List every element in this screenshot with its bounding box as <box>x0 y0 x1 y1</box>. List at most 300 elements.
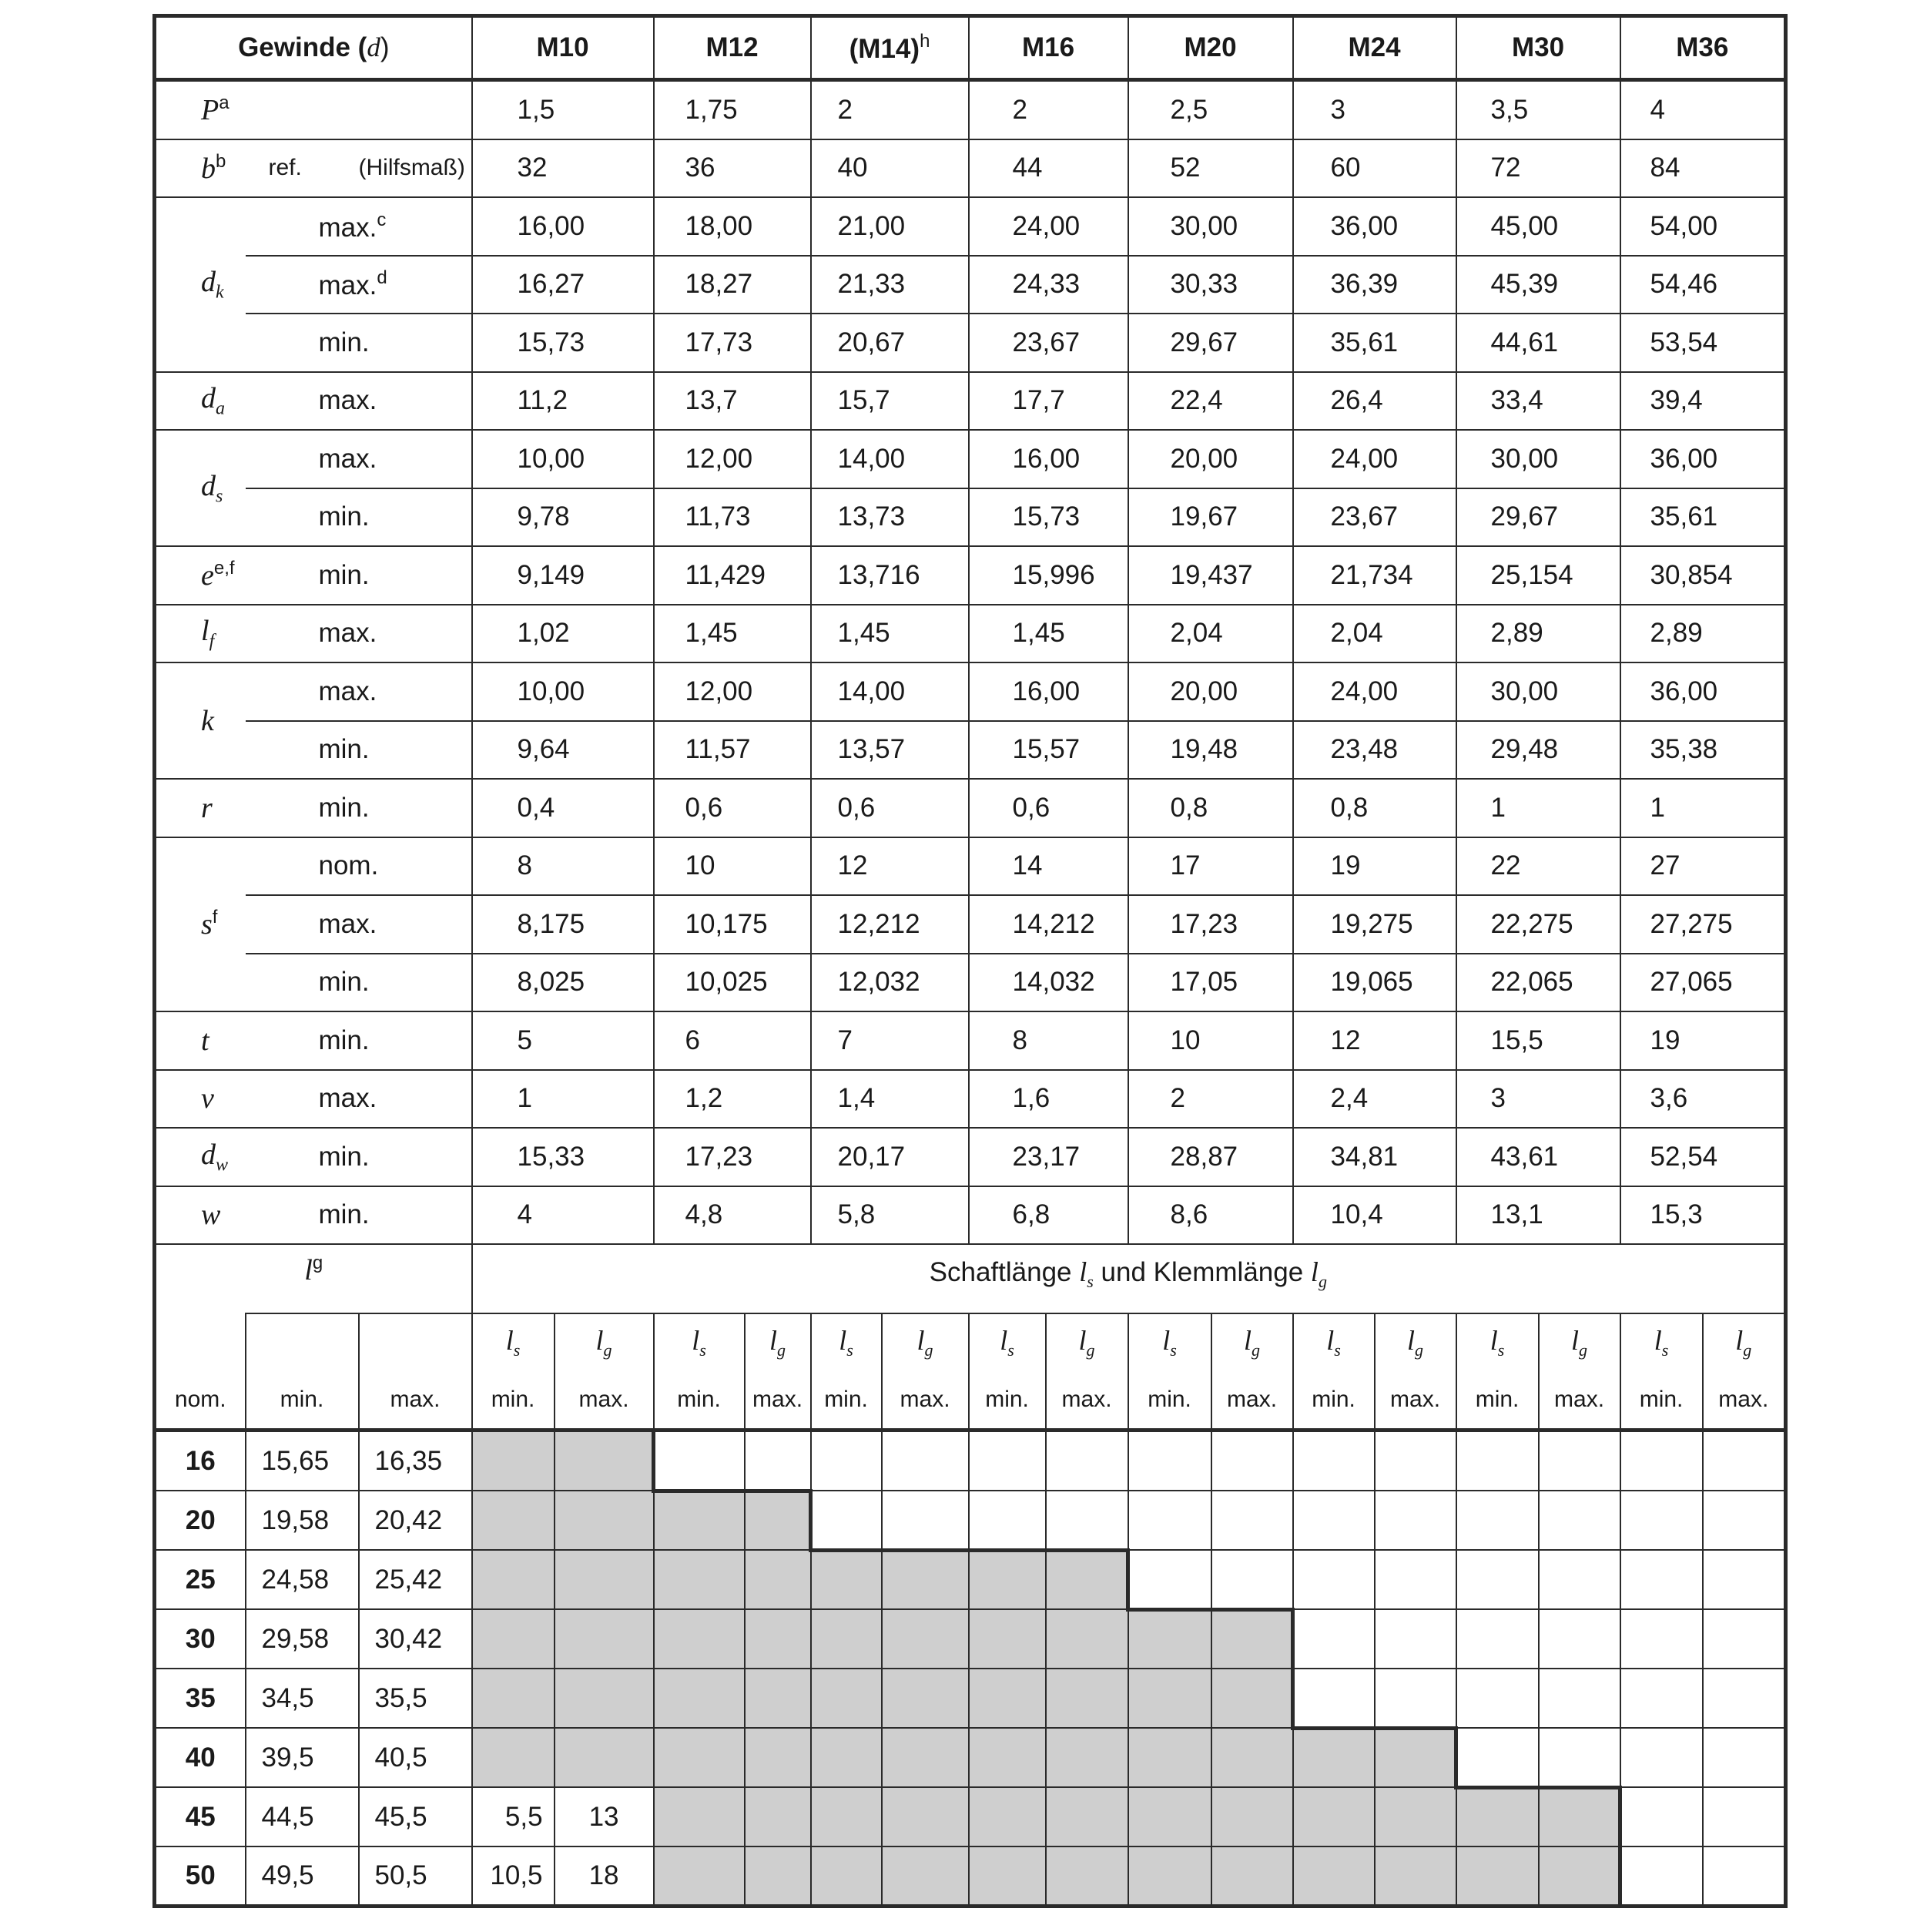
value-cell: 1,02 <box>472 605 654 663</box>
ls-cell <box>1456 1669 1539 1728</box>
value-cell: 8,025 <box>472 954 654 1012</box>
col-symbol <box>769 1325 786 1360</box>
ls-cell <box>1456 1550 1539 1609</box>
ls-cell <box>1620 1550 1703 1609</box>
ls-col-header <box>1620 1313 1703 1372</box>
ls-cell <box>1293 1609 1375 1669</box>
value-cell: 15,5 <box>1456 1011 1620 1070</box>
value-cell: 4 <box>472 1186 654 1245</box>
value-cell: 35,38 <box>1620 721 1786 780</box>
col-symbol <box>1735 1325 1752 1360</box>
ls-cell <box>811 1550 882 1609</box>
value-cell: 44 <box>969 139 1128 198</box>
symbol-letter: d <box>201 469 216 502</box>
ls-cell <box>969 1669 1046 1728</box>
lg-col-header <box>1703 1313 1786 1372</box>
qualifier-cell <box>246 80 472 139</box>
symbol-letter: t <box>201 1024 209 1057</box>
lg-cell <box>1211 1787 1293 1846</box>
ls-cell <box>1128 1728 1211 1787</box>
lg-cell <box>555 1550 654 1609</box>
lg-max-label: max. <box>1539 1372 1620 1431</box>
value-cell: 16,00 <box>969 430 1128 488</box>
qualifier-cell <box>246 430 472 488</box>
length-min: 39,5 <box>246 1728 359 1787</box>
value-cell: 1 <box>1620 779 1786 837</box>
lg-cell <box>1703 1846 1786 1906</box>
lg-max-label: max. <box>1703 1372 1786 1431</box>
value-cell: 14,212 <box>969 895 1128 954</box>
value-cell: 10,4 <box>1293 1186 1456 1245</box>
ls-cell <box>654 1491 745 1550</box>
symbol-letter: r <box>201 791 213 824</box>
length-row <box>155 1491 1786 1550</box>
length-nom: 50 <box>155 1846 246 1906</box>
ls-cell <box>1620 1669 1703 1728</box>
hilfsmass-label: (Hilfsmaß) <box>359 139 472 198</box>
value-cell: 1,2 <box>654 1070 811 1129</box>
symbol-letter: l <box>201 615 209 648</box>
length-nom: 40 <box>155 1728 246 1787</box>
value-cell: 19,065 <box>1293 954 1456 1012</box>
value-cell: 3 <box>1293 80 1456 139</box>
value-cell: 14,00 <box>811 662 969 721</box>
ls-cell <box>811 1491 882 1550</box>
value-cell: 33,4 <box>1456 372 1620 431</box>
row-ds-min <box>155 488 1786 547</box>
symbol-subscript: s <box>216 486 223 507</box>
value-cell: 5 <box>472 1011 654 1070</box>
value-cell: 29,48 <box>1456 721 1620 780</box>
qualifier-label: max. <box>318 443 377 474</box>
length-max: 45,5 <box>359 1787 472 1846</box>
value-cell: 19 <box>1620 1011 1786 1070</box>
lg-cell <box>1703 1728 1786 1787</box>
value-cell: 21,33 <box>811 256 969 314</box>
size-header-m36: M36 <box>1620 16 1786 80</box>
symbol-cell <box>155 80 246 139</box>
value-cell: 35,61 <box>1620 488 1786 547</box>
row-s-min <box>155 954 1786 1012</box>
symbol-letter: P <box>201 94 219 127</box>
lg-cell <box>882 1550 969 1609</box>
value-cell: 13,57 <box>811 721 969 780</box>
col-subscript: s <box>513 1340 521 1360</box>
length-nom: 30 <box>155 1609 246 1669</box>
ls-cell <box>654 1787 745 1846</box>
value-cell: 6 <box>654 1011 811 1070</box>
value-cell: 20,17 <box>811 1128 969 1186</box>
lg-cell <box>1539 1609 1620 1669</box>
value-cell: 11,73 <box>654 488 811 547</box>
row-dk-min <box>155 314 1786 372</box>
value-cell: 17,23 <box>654 1128 811 1186</box>
value-cell: 15,57 <box>969 721 1128 780</box>
length-max: 40,5 <box>359 1728 472 1787</box>
lg-cell <box>1539 1669 1620 1728</box>
value-cell: 60 <box>1293 139 1456 198</box>
symbol-superscript: b <box>216 150 226 172</box>
length-nom: 16 <box>155 1431 246 1491</box>
value-cell: 1,75 <box>654 80 811 139</box>
value-cell: 36,00 <box>1620 430 1786 488</box>
value-cell: 11,429 <box>654 546 811 605</box>
value-cell: 19,437 <box>1128 546 1293 605</box>
symbol-letter: d <box>201 266 216 299</box>
size-header-m10: M10 <box>472 16 654 80</box>
value-cell: 17,05 <box>1128 954 1293 1012</box>
lg-cell <box>1046 1728 1128 1787</box>
col-letter: l <box>1244 1325 1252 1357</box>
spec-table-container <box>152 14 1785 1908</box>
value-cell: 23,17 <box>969 1128 1128 1186</box>
row-e <box>155 546 1786 605</box>
value-cell: 16,27 <box>472 256 654 314</box>
col-symbol <box>692 1325 706 1360</box>
value-cell: 39,4 <box>1620 372 1786 431</box>
ls-cell <box>1293 1491 1375 1550</box>
size-header-m14: $(M14)^h$ <box>811 16 969 80</box>
value-cell: 34,81 <box>1293 1128 1456 1186</box>
col-symbol <box>595 1325 612 1360</box>
value-cell: 84 <box>1620 139 1786 198</box>
value-cell: 29,67 <box>1456 488 1620 547</box>
col-subscript: s <box>699 1340 706 1360</box>
ls-cell <box>654 1609 745 1669</box>
value-cell: 10,025 <box>654 954 811 1012</box>
qualifier-superscript: d <box>377 267 387 289</box>
lg-col-header <box>882 1313 969 1372</box>
ls-cell <box>654 1669 745 1728</box>
ls-cell <box>472 1550 555 1609</box>
lg-cell <box>1375 1669 1456 1728</box>
ls-cell <box>1620 1609 1703 1669</box>
ls-col-header <box>1128 1313 1211 1372</box>
lg-cell <box>1539 1728 1620 1787</box>
length-nom: 25 <box>155 1550 246 1609</box>
value-cell: 53,54 <box>1620 314 1786 372</box>
value-cell: 22,275 <box>1456 895 1620 954</box>
value-cell: 23,48 <box>1293 721 1456 780</box>
value-cell: 2,04 <box>1293 605 1456 663</box>
lg-cell <box>1539 1787 1620 1846</box>
length-nom: 45 <box>155 1787 246 1846</box>
value-cell: 1,45 <box>811 605 969 663</box>
symbol-cell <box>155 430 246 546</box>
value-cell: 25,154 <box>1456 546 1620 605</box>
ls-cell <box>472 1491 555 1550</box>
value-cell: 17 <box>1128 837 1293 896</box>
max-label: max. <box>359 1372 472 1431</box>
lg-col-header <box>1046 1313 1128 1372</box>
value-cell: 1 <box>472 1070 654 1129</box>
ls-cell <box>1620 1491 1703 1550</box>
lg-max-label: max. <box>882 1372 969 1431</box>
lg-cell <box>1211 1728 1293 1787</box>
lg-max-label: max. <box>555 1372 654 1431</box>
qualifier-cell <box>246 372 472 431</box>
lg-cell <box>1703 1669 1786 1728</box>
lg-cell <box>745 1431 811 1491</box>
lg-col-header <box>1375 1313 1456 1372</box>
ls-cell <box>1620 1728 1703 1787</box>
symbol-letter: d <box>201 1138 216 1171</box>
length-row <box>155 1728 1786 1787</box>
value-cell: 3,6 <box>1620 1070 1786 1129</box>
col-subscript: g <box>1252 1340 1261 1360</box>
symbol-letter: e <box>201 559 214 592</box>
lg-cell <box>1375 1550 1456 1609</box>
lg-cell <box>1046 1550 1128 1609</box>
ls-cell <box>654 1728 745 1787</box>
value-cell: 15,73 <box>472 314 654 372</box>
value-cell: 17,23 <box>1128 895 1293 954</box>
ls-cell <box>1293 1669 1375 1728</box>
lg-cell <box>882 1491 969 1550</box>
row-lf <box>155 605 1786 663</box>
lg-col-header <box>1539 1313 1620 1372</box>
row-P <box>155 80 1786 139</box>
lg-cell <box>1375 1846 1456 1906</box>
dimension-table <box>152 14 1788 1908</box>
length-row <box>155 1787 1786 1846</box>
ls-cell <box>1620 1431 1703 1491</box>
col-symbol <box>1654 1325 1669 1360</box>
value-cell: 14,00 <box>811 430 969 488</box>
col-subscript: s <box>1661 1340 1669 1360</box>
ls-cell <box>1128 1669 1211 1728</box>
col-letter: l <box>769 1325 778 1357</box>
lg-cell <box>1375 1431 1456 1491</box>
ls-cell <box>654 1846 745 1906</box>
ls-cell <box>1293 1787 1375 1846</box>
ls-cell <box>1456 1431 1539 1491</box>
lg-cell <box>1539 1491 1620 1550</box>
value-cell: 28,87 <box>1128 1128 1293 1186</box>
row-k-min <box>155 721 1786 780</box>
col-symbol <box>1326 1325 1341 1360</box>
value-cell: 40 <box>811 139 969 198</box>
lg-cell <box>1703 1550 1786 1609</box>
value-cell: 18,00 <box>654 197 811 256</box>
value-cell: 15,7 <box>811 372 969 431</box>
lg-cell <box>745 1669 811 1728</box>
qualifier-label: min. <box>318 1199 370 1230</box>
value-cell: 20,00 <box>1128 662 1293 721</box>
ls-min-label: min. <box>1128 1372 1211 1431</box>
lg-cell <box>1703 1431 1786 1491</box>
ls-col-header <box>811 1313 882 1372</box>
ls-min-label: min. <box>1293 1372 1375 1431</box>
lg-cell <box>1375 1491 1456 1550</box>
symbol-letter: k <box>201 704 214 737</box>
value-cell: 19 <box>1293 837 1456 896</box>
qualifier-cell <box>246 1011 472 1070</box>
value-cell: 12 <box>811 837 969 896</box>
ls-cell <box>811 1787 882 1846</box>
size-header-m16: M16 <box>969 16 1128 80</box>
ls-min-label: min. <box>969 1372 1046 1431</box>
qualifier-cell <box>246 779 472 837</box>
length-min: 49,5 <box>246 1846 359 1906</box>
ls-cell <box>472 1431 555 1491</box>
lg-letter: l <box>304 1254 313 1286</box>
lg-cell <box>1539 1846 1620 1906</box>
value-cell: 0,4 <box>472 779 654 837</box>
lg-cell <box>745 1609 811 1669</box>
value-cell: 45,00 <box>1456 197 1620 256</box>
lg-cell <box>745 1787 811 1846</box>
symbol-subscript: f <box>209 632 215 652</box>
lg-cell <box>1046 1609 1128 1669</box>
value-cell: 27,065 <box>1620 954 1786 1012</box>
value-cell: 17,7 <box>969 372 1128 431</box>
ls-min-label: min. <box>811 1372 882 1431</box>
length-min: 29,58 <box>246 1609 359 1669</box>
value-cell: 36 <box>654 139 811 198</box>
lg-cell <box>882 1431 969 1491</box>
ls-cell <box>472 1728 555 1787</box>
value-cell: 1,5 <box>472 80 654 139</box>
lg-cell: 18 <box>555 1846 654 1906</box>
size-header-m20: M20 <box>1128 16 1293 80</box>
length-max: 50,5 <box>359 1846 472 1906</box>
lg-superscript: g <box>312 1253 323 1273</box>
lg-max-label: max. <box>1046 1372 1128 1431</box>
col-letter: l <box>1162 1325 1171 1357</box>
symbol-letter: w <box>201 1199 221 1232</box>
ref-label: ref. <box>246 139 359 198</box>
lg-cell <box>1539 1550 1620 1609</box>
ls-cell <box>969 1609 1046 1669</box>
ls-cell <box>1620 1846 1703 1906</box>
lg-cell <box>555 1491 654 1550</box>
value-cell: 2,5 <box>1128 80 1293 139</box>
lg-cell <box>745 1728 811 1787</box>
ls-cell <box>969 1846 1046 1906</box>
value-cell: 10 <box>1128 1011 1293 1070</box>
col-subscript: g <box>1743 1340 1752 1360</box>
value-cell: 8,175 <box>472 895 654 954</box>
symbol-letter: d <box>201 382 216 415</box>
col-letter: l <box>916 1325 925 1357</box>
value-cell: 19,48 <box>1128 721 1293 780</box>
symbol-cell <box>155 837 246 1012</box>
min-label: min. <box>246 1372 359 1431</box>
length-min: 34,5 <box>246 1669 359 1728</box>
value-cell: 26,4 <box>1293 372 1456 431</box>
row-v <box>155 1070 1786 1129</box>
ls-cell <box>969 1787 1046 1846</box>
symbol-cell <box>155 1186 246 1245</box>
col-letter: l <box>1489 1325 1498 1357</box>
value-cell: 23,67 <box>1293 488 1456 547</box>
value-cell: 44,61 <box>1456 314 1620 372</box>
value-cell: 15,3 <box>1620 1186 1786 1245</box>
value-cell: 22,065 <box>1456 954 1620 1012</box>
value-cell: 15,73 <box>969 488 1128 547</box>
col-letter: l <box>1000 1325 1008 1357</box>
value-cell: 2,04 <box>1128 605 1293 663</box>
value-cell: 23,67 <box>969 314 1128 372</box>
header-row <box>155 16 1786 80</box>
ls-cell <box>811 1431 882 1491</box>
ls-cell <box>969 1728 1046 1787</box>
lg-cell <box>1046 1846 1128 1906</box>
col-symbol <box>1244 1325 1261 1360</box>
lg-letter: l <box>1310 1256 1319 1287</box>
qualifier-label: min. <box>318 967 370 998</box>
qualifier-label: max. <box>318 676 377 706</box>
gewinde-header: Gewinde (d) <box>155 16 472 80</box>
lg-cell <box>745 1550 811 1609</box>
ls-cell <box>1293 1550 1375 1609</box>
value-cell: 1,6 <box>969 1070 1128 1129</box>
ls-col-header <box>654 1313 745 1372</box>
value-cell: 54,46 <box>1620 256 1786 314</box>
value-cell: 2 <box>969 80 1128 139</box>
value-cell: 7 <box>811 1011 969 1070</box>
qualifier-cell <box>246 895 472 954</box>
col-symbol <box>839 1325 853 1360</box>
lg-cell <box>1375 1787 1456 1846</box>
lg-cell <box>1211 1431 1293 1491</box>
length-max: 16,35 <box>359 1431 472 1491</box>
value-cell: 10,00 <box>472 430 654 488</box>
lg-cell <box>1211 1491 1293 1550</box>
value-cell: 24,00 <box>1293 430 1456 488</box>
col-subscript: g <box>1086 1340 1095 1360</box>
ls-lg-symbol-row <box>155 1313 1786 1372</box>
lg-cell <box>555 1669 654 1728</box>
lg-cell <box>882 1609 969 1669</box>
col-symbol <box>505 1325 521 1360</box>
blank-cell <box>359 1313 472 1372</box>
row-s-nom <box>155 837 1786 896</box>
col-subscript: s <box>1007 1340 1014 1360</box>
value-cell: 22,4 <box>1128 372 1293 431</box>
size-header-m30: M30 <box>1456 16 1620 80</box>
qualifier-label: nom. <box>318 850 379 881</box>
lg-col-header <box>555 1313 654 1372</box>
lg-subscript: g <box>1318 1272 1327 1292</box>
ls-symbol <box>1079 1256 1094 1292</box>
value-cell: 32 <box>472 139 654 198</box>
symbol-cell <box>155 372 246 431</box>
value-cell: 0,6 <box>654 779 811 837</box>
value-cell: 29,67 <box>1128 314 1293 372</box>
value-cell: 14,032 <box>969 954 1128 1012</box>
value-cell: 12 <box>1293 1011 1456 1070</box>
value-cell: 17,73 <box>654 314 811 372</box>
length-row <box>155 1609 1786 1669</box>
col-letter: l <box>505 1325 514 1357</box>
value-cell: 0,8 <box>1128 779 1293 837</box>
value-cell: 0,8 <box>1293 779 1456 837</box>
qualifier-label: min. <box>318 734 370 765</box>
length-row <box>155 1846 1786 1906</box>
lg-cell <box>882 1728 969 1787</box>
ls-cell <box>811 1728 882 1787</box>
ls-cell <box>1128 1550 1211 1609</box>
lg-cell <box>1046 1431 1128 1491</box>
ls-cell <box>472 1669 555 1728</box>
value-cell: 2,89 <box>1456 605 1620 663</box>
symbol-superscript: f <box>212 907 218 928</box>
value-cell: 54,00 <box>1620 197 1786 256</box>
row-b <box>155 139 1786 198</box>
qualifier-cell <box>246 1128 472 1186</box>
